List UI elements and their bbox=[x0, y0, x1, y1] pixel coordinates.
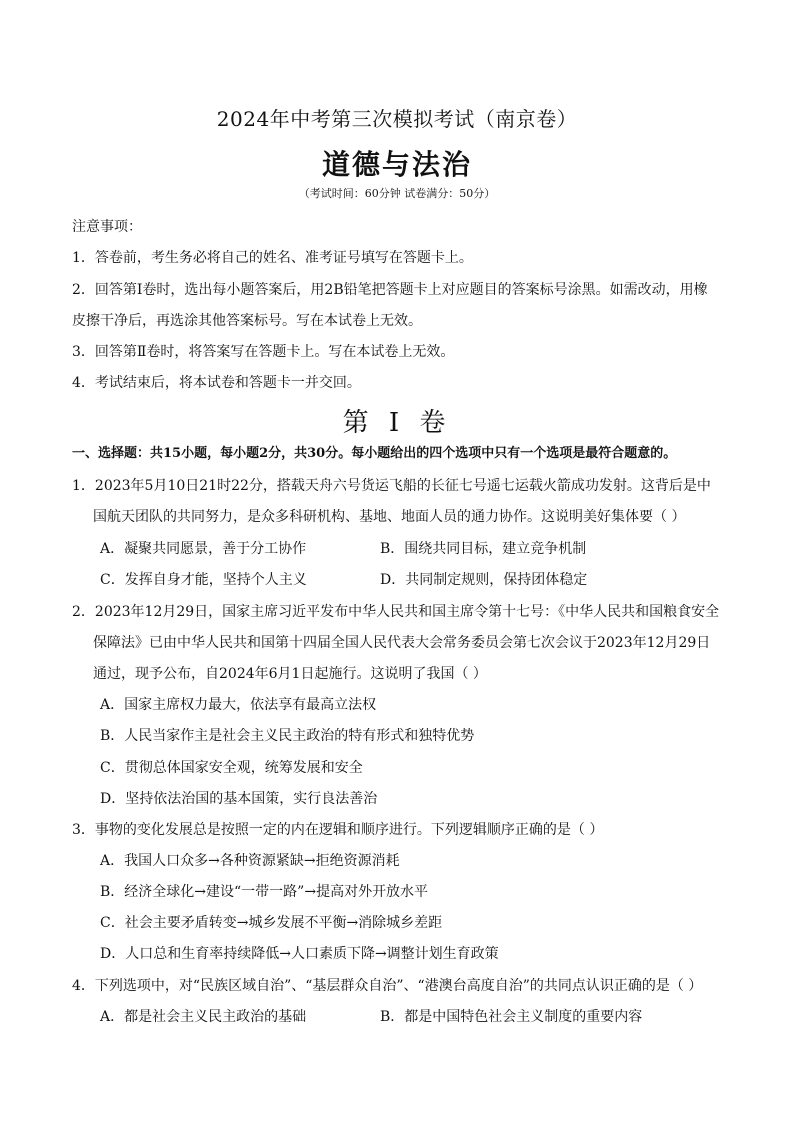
notes-heading: 注意事项： bbox=[72, 219, 142, 235]
question-3-option-d: D．人口总和生育率持续降低→人口素质下降→调整计划生育政策 bbox=[100, 946, 499, 962]
question-2-line: 2．2023年12月29日，国家主席习近平发布中华人民共和国主席令第十七号：《中华人民共和国粮食安全 bbox=[72, 604, 720, 620]
question-2-line: 保障法》已由中华人民共和国第十四届全国人民代表大会常务委员会第七次会议于2023年12月29日 bbox=[93, 635, 711, 651]
question-4-option-a: A．都是社会主义民主政治的基础 bbox=[100, 1009, 307, 1025]
volume-title: 第 I 卷 bbox=[342, 408, 452, 438]
question-2-option-a: A．国家主席权力最大，依法享有最高立法权 bbox=[100, 697, 377, 713]
question-1-line: 国航天团队的共同努力，是众多科研机构、基地、地面人员的通力协作。这说明美好集体要（ ） bbox=[93, 509, 686, 525]
question-3-option-c: C．社会主要矛盾转变→城乡发展不平衡→消除城乡差距 bbox=[100, 915, 443, 931]
exam-info: （考试时间：60分钟 试卷满分：50分） bbox=[298, 187, 496, 200]
question-1-line: 1．2023年5月10日21时22分，搭载天舟六号货运飞船的长征七号遥七运载火箭成功发射。这背后是中 bbox=[72, 478, 711, 494]
section-heading: 一、选择题：共15小题，每小题2分，共30分。每小题给出的四个选项中只有一个选项是最符合题意的。 bbox=[72, 446, 677, 461]
exam-title: 2024年中考第三次模拟考试（南京卷） bbox=[216, 107, 578, 131]
note-item: 皮擦干净后，再选涂其他答案标号。写在本试卷上无效。 bbox=[72, 313, 422, 329]
question-3-line: 3．事物的变化发展总是按照一定的内在逻辑和顺序进行。下列逻辑顺序正确的是（ ） bbox=[72, 822, 604, 838]
question-3-option-b: B．经济全球化→建设“一带一路”→提高对外开放水平 bbox=[100, 884, 429, 900]
question-1-option-c: C．发挥自身才能，坚持个人主义 bbox=[100, 572, 307, 588]
question-1-option-d: D．共同制定规则，保持团体稳定 bbox=[380, 572, 588, 588]
question-4-option-b: B．都是中国特色社会主义制度的重要内容 bbox=[380, 1009, 643, 1025]
question-1-option-b: B．围绕共同目标，建立竞争机制 bbox=[380, 541, 587, 557]
note-item: 1．答卷前，考生务必将自己的姓名、准考证号填写在答题卡上。 bbox=[72, 250, 473, 266]
note-item: 2．回答第Ⅰ卷时，选出每小题答案后，用2B铅笔把答题卡上对应题目的答案标号涂黑。如需改动，用橡 bbox=[72, 282, 708, 298]
note-item: 3．回答第Ⅱ卷时，将答案写在答题卡上。写在本试卷上无效。 bbox=[72, 344, 455, 360]
question-2-line: 通过，现予公布，自2024年6月1日起施行。这说明了我国（ ） bbox=[93, 666, 487, 682]
subject-title: 道德与法治 bbox=[321, 148, 472, 181]
question-2-option-b: B．人民当家作主是社会主义民主政治的特有形式和独特优势 bbox=[100, 728, 475, 744]
question-3-option-a: A．我国人口众多→各种资源紧缺→拒绝资源消耗 bbox=[100, 853, 400, 869]
question-2-option-d: D．坚持依法治国的基本国策，实行良法善治 bbox=[100, 791, 378, 807]
question-2-option-c: C．贯彻总体国家安全观，统筹发展和安全 bbox=[100, 760, 363, 776]
note-item: 4．考试结束后，将本试卷和答题卡一并交回。 bbox=[72, 375, 361, 391]
question-4-line: 4．下列选项中，对“民族区域自治”、“基层群众自治”、“港澳台高度自治”的共同点认识正确的是（ ） bbox=[72, 978, 703, 994]
question-1-option-a: A．凝聚共同愿景，善于分工协作 bbox=[100, 541, 307, 557]
